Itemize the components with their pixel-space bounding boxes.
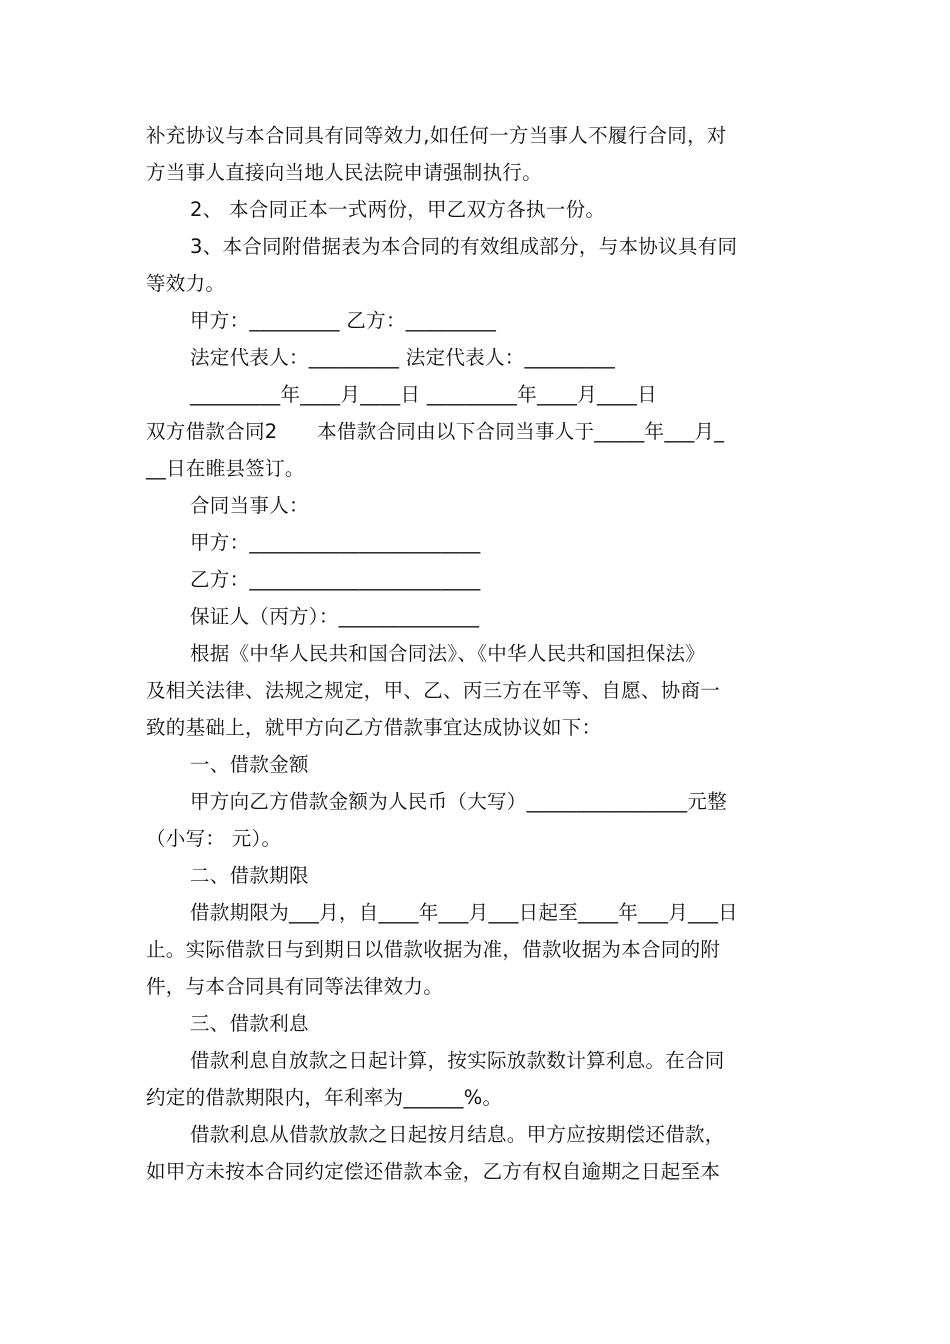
text-line: 3、本合同附借据表为本合同的有效组成部分，与本协议具有同 (190, 235, 738, 258)
text-line: 及相关法律、法规之规定，甲、乙、丙三方在平等、自愿、协商一 (146, 679, 721, 702)
section-heading: 一、借款金额 (190, 753, 309, 776)
section-heading: 二、借款期限 (190, 864, 309, 887)
section-heading: 三、借款利息 (190, 1012, 309, 1035)
text-line: 合同当事人： (190, 494, 309, 517)
text-line: 借款利息自放款之日起计算，按实际放款数计算利息。在合同 (190, 1049, 725, 1072)
text-line: 借款期限为___月，自____年___月___日起至____年___月___日 (190, 901, 738, 924)
text-line: 约定的借款期限内，年利率为______%。 (146, 1086, 503, 1109)
text-line: 等效力。 (146, 272, 226, 295)
text-line: 止。实际借款日与到期日以借款收据为准，借款收据为本合同的附 (146, 938, 721, 961)
party-line: 甲方：_______________________ (190, 531, 481, 554)
date-line: _________年____月____日 _________年____月____日 (190, 383, 657, 406)
signature-line: 法定代表人：_________ 法定代表人：_________ (190, 346, 615, 369)
party-line: 乙方：_______________________ (190, 568, 481, 591)
text-line: 补充协议与本合同具有同等效力,如任何一方当事人不履行合同，对 (146, 124, 727, 147)
text-line: 致的基础上，就甲方向乙方借款事宜达成协议如下： (146, 716, 602, 739)
text-line: 方当事人直接向当地人民法院申请强制执行。 (146, 161, 543, 184)
text-line: __日在睢县签订。 (146, 457, 305, 480)
text-line: 2、 本合同正本一式两份，甲乙双方各执一份。 (190, 198, 606, 221)
text-line: 甲方向乙方借款金额为人民币（大写）________________元整 (190, 790, 727, 813)
party-line: 保证人（丙方）：______________ (190, 605, 480, 628)
text-line: （小写： 元）。 (146, 827, 282, 850)
text-line: 件，与本合同具有同等法律效力。 (146, 975, 444, 998)
text-line: 借款利息从借款放款之日起按月结息。甲方应按期偿还借款， (190, 1123, 725, 1146)
section-title-line: 双方借款合同2 本借款合同由以下合同当事人于_____年___月_ (146, 420, 725, 443)
text-line: 如甲方未按本合同约定偿还借款本金，乙方有权自逾期之日起至本 (146, 1160, 721, 1183)
text-line: 根据《中华人民共和国合同法》、《中华人民共和国担保法》 (190, 642, 706, 665)
signature-line: 甲方：_________ 乙方：_________ (190, 309, 497, 332)
